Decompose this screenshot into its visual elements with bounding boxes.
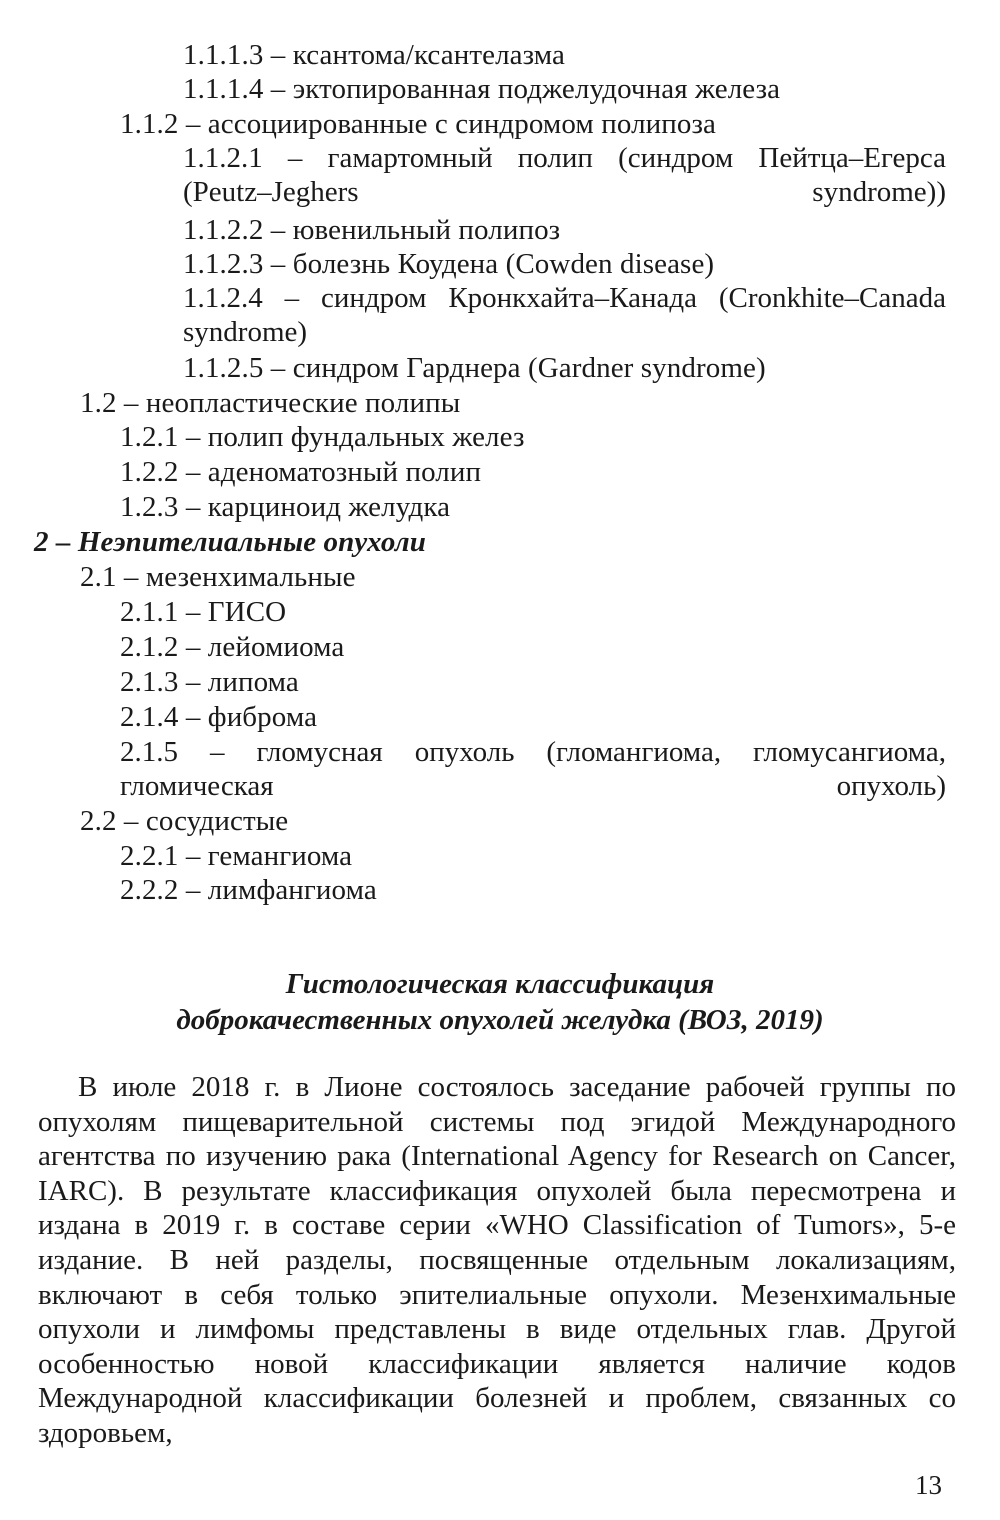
body-paragraph: В июле 2018 г. в Лионе состоялось заседание рабочей группы по опухолям пищеварительной системы под эгидой Международного агентства по изучению рака (International Agency for Research on Cancer, IARC). В результате классификация опухолей была пересмотрена и издана в 2019 г. в составе серии «WHO Classification of Tumors», 5-е издание. В ней разделы, посвященные отдельным локализациям, включают в себя только эпителиальные опухоли. Мезенхимальные опухоли и лимфомы представлены в виде отдельных глав. Другой особенностью новой классификации является наличие кодов Международной классификации болезней и проблем, связанных со здоровьем,	[38, 1071, 956, 1449]
page-number: 13	[915, 1470, 942, 1500]
section-subtitle: доброкачественных опухолей желудка (ВОЗ, 2019)	[176, 1004, 824, 1036]
outline-item: 2.2.1 – гемангиома	[120, 840, 353, 872]
outline-item: 2.1 – мезенхимальные	[80, 561, 356, 593]
outline-item: 2.1.4 – фиброма	[120, 701, 318, 733]
outline-item: 1.1.2 – ассоциированные с синдромом полипоза	[120, 108, 717, 140]
outline-item: 1.2.1 – полип фундальных желез	[120, 421, 525, 453]
outline-item: 1.1.2.5 – синдром Гарднера (Gardner syndrome)	[183, 352, 766, 384]
outline-item: 2.2.2 – лимфангиома	[120, 874, 377, 906]
outline-item: 1.1.2.4 – синдром Кронкхайта–Канада (Cronkhite–Canada syndrome)	[183, 282, 946, 348]
section-title: Гистологическая классификация	[285, 968, 715, 1000]
outline-item: 1.2 – неопластические полипы	[80, 387, 461, 419]
outline-item: 1.1.1.4 – эктопированная поджелудочная железа	[183, 73, 781, 105]
outline-item: 1.2.3 – карциноид желудка	[120, 491, 451, 523]
outline-item: 1.1.2.1 – гамартомный полип (синдром Пейтца–Егерса (Peutz–Jeghers syndrome))	[183, 142, 946, 208]
outline-item: 2.1.3 – липома	[120, 666, 299, 698]
outline-item: 2.2 – сосудистые	[80, 805, 289, 837]
outline-item: 1.1.2.3 – болезнь Коудена (Cowden disease)	[183, 248, 715, 280]
outline-item: 1.1.1.3 – ксантома/ксантелазма	[183, 39, 565, 71]
outline-item: 2.1.5 – гломусная опухоль (гломангиома, гломусангиома, гломическая опухоль)	[120, 736, 946, 802]
outline-item: 1.1.2.2 – ювенильный полипоз	[183, 214, 561, 246]
outline-item: 2.1.2 – лейомиома	[120, 631, 345, 663]
outline-item: 2.1.1 – ГИСО	[120, 596, 287, 628]
outline-item: 1.2.2 – аденоматозный полип	[120, 456, 482, 488]
section-heading-2: 2 – Неэпителиальные опухоли	[34, 526, 426, 558]
